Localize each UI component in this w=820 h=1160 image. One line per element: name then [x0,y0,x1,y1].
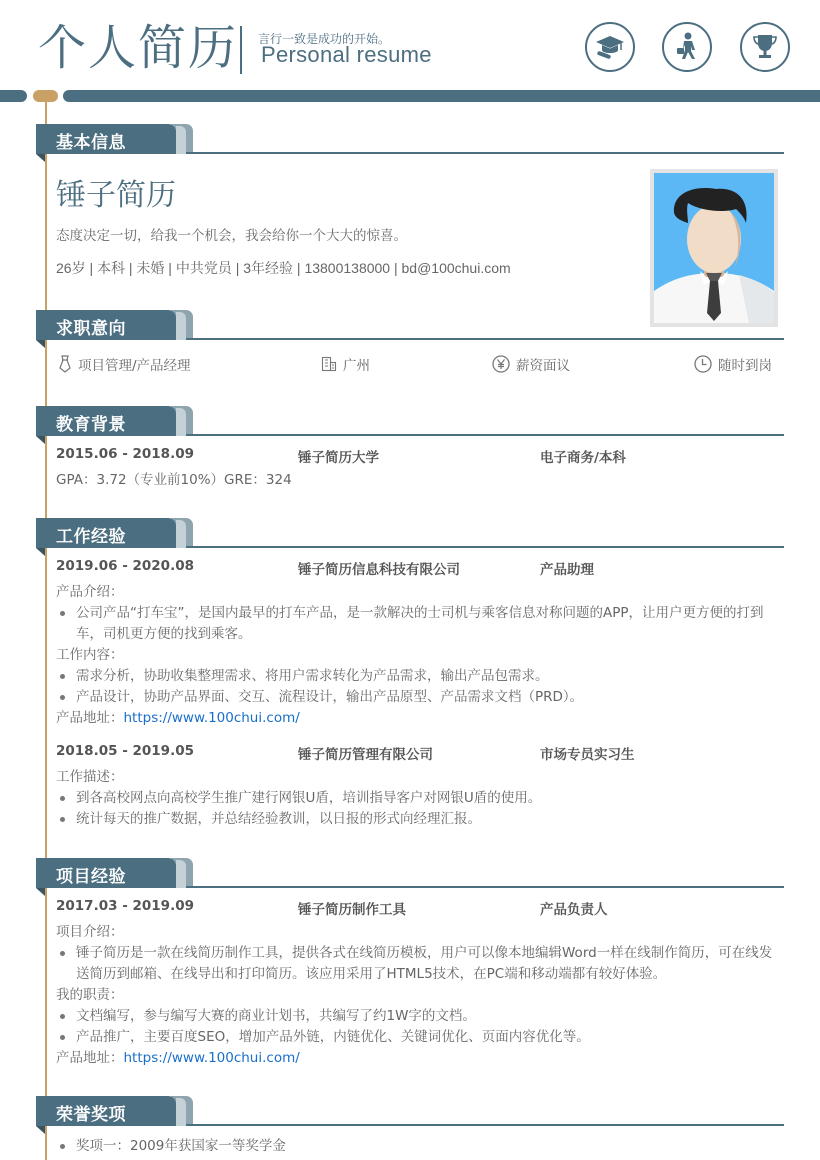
building-icon [321,356,337,372]
yen-icon [492,355,510,373]
tab-shade-light [176,408,186,436]
duty-item: 产品推广，主要百度SEO，增加产品外链，内链优化、关键词优化、页面内容优化等。 [56,1027,784,1048]
work-entry [56,558,784,729]
section-header [36,858,784,888]
tab-shade-light [176,860,186,888]
entry-role: 产品助理 [540,562,594,578]
honor-item: 奖项一：2009年获国家一等奖学金 [56,1136,784,1157]
header-bar [63,90,820,102]
section-title: 基本信息 [56,133,126,153]
candidate-name: 锤子简历 [56,178,176,213]
product-url-row [56,708,784,729]
intent-label: 项目管理/产品经理 [78,358,191,374]
graduation-cap-icon [585,22,635,72]
content-item: 需求分析，协助收集整理需求、将用户需求转化为产品需求，输出产品包需求。 [56,666,784,687]
entry-company: 锤子简历管理有限公司 [298,747,433,763]
candidate-slogan: 态度决定一切，给我一个机会，我会给你一个大大的惊喜。 [56,228,407,244]
section-education [36,406,784,488]
desc-item: 到各高校网点向高校学生推广建行网银U盾，培训指导客户对网银U盾的使用。 [56,788,784,809]
intent-availability [694,354,772,374]
tab-shade-light [176,1098,186,1126]
section-work [36,518,784,827]
tab-shade-light [176,126,186,154]
section-header [36,1096,784,1126]
section-title: 荣誉奖项 [56,1105,126,1125]
entry-role: 产品负责人 [540,902,608,918]
section-header [36,310,784,340]
entry-period: 2015.06 - 2018.09 [56,446,194,462]
section-projects [36,858,784,1066]
project-entry [56,898,784,1069]
content-item: 产品设计，协助产品界面、交互、流程设计，输出产品原型、产品需求文档（PRD）。 [56,687,784,708]
section-title: 求职意向 [56,319,126,339]
page-title: 个人简历 [38,20,239,76]
duty-item: 文档编写，参与编写大赛的商业计划书，共编写了约1W字的文档。 [56,1006,784,1027]
intent-city [321,354,370,374]
section-title: 项目经验 [56,867,126,887]
section-title: 教育背景 [56,415,126,435]
header-bar-left [0,90,27,102]
intro-label: 产品介绍： [56,584,124,600]
intro-label: 项目介绍： [56,924,124,940]
intent-label: 随时到岗 [718,358,772,374]
intent-position [58,354,191,374]
tab-fold [36,888,45,896]
honors-list [56,1136,784,1157]
entry-period: 2019.06 - 2020.08 [56,558,194,574]
section-header [36,406,784,436]
entry-period: 2018.05 - 2019.05 [56,743,194,759]
avatar-photo [650,169,778,327]
intent-row [36,354,784,378]
header-divider [240,26,242,74]
desc-label: 工作描述： [56,769,124,785]
entry-header [56,898,784,922]
section-header [36,124,784,154]
clock-icon [694,355,712,373]
tab-fold [36,436,45,444]
url-label: 产品地址： [56,710,124,726]
section-title: 工作经验 [56,527,126,547]
intro-item: 锤子简历是一款在线简历制作工具，提供各式在线简历模板，用户可以像本地编辑Word一样在线制作简历，可在线发送简历到邮箱、在线导出和打印简历。该应用采用了HTML5技术，在PC端和移动端都有较好体验。 [56,943,784,985]
content-label: 工作内容： [56,647,124,663]
entry-school: 锤子简历大学 [298,450,379,466]
tab-shade-light [176,312,186,340]
section-header [36,518,784,548]
duty-label: 我的职责： [56,987,124,1003]
tie-icon [58,355,72,373]
tab-fold [36,154,45,162]
intro-item: 公司产品“打车宝”，是国内最早的打车产品，是一款解决的士司机与乘客信息对称问题的APP，让用户更方便的打到车，司机更方便的找到乘客。 [56,603,784,645]
trophy-icon [740,22,790,72]
entry-project-name: 锤子简历制作工具 [298,902,406,918]
entry-header [56,743,784,767]
tab-fold [36,340,45,348]
candidate-details: 26岁 | 本科 | 未婚 | 中共党员 | 3年经验 | 13800138000 | bd@100chui.com [56,260,511,276]
product-url-row [56,1048,784,1069]
entry-company: 锤子简历信息科技有限公司 [298,562,460,578]
section-job-intent [36,310,784,374]
header-subtitle: Personal resume [261,42,432,67]
url-label: 产品地址： [56,1050,124,1066]
tab-fold [36,1126,45,1134]
section-honors [36,1096,784,1154]
intent-label: 广州 [343,358,370,374]
section-basic-info [36,124,784,276]
intent-salary [492,354,570,374]
product-url-link[interactable]: https://www.100chui.com/ [123,710,300,726]
desc-item: 统计每天的推广数据，并总结经验教训，以日报的形式向经理汇报。 [56,809,784,830]
header-motto: 言行一致是成功的开始。 [258,32,391,46]
tab-fold [36,548,45,556]
entry-major: 电子商务/本科 [540,450,626,466]
entry-role: 市场专员实习生 [540,747,635,763]
entry-header [56,558,784,582]
education-entry [56,446,784,491]
entry-period: 2017.03 - 2019.09 [56,898,194,914]
entry-detail: GPA：3.72（专业前10%）GRE：324 [56,472,292,488]
work-entry [56,743,784,830]
entry-header [56,446,784,470]
intent-label: 薪资面议 [516,358,570,374]
businessman-icon [662,22,712,72]
tab-shade-light [176,520,186,548]
avatar-illustration [654,173,774,323]
product-url-link[interactable]: https://www.100chui.com/ [123,1050,300,1066]
